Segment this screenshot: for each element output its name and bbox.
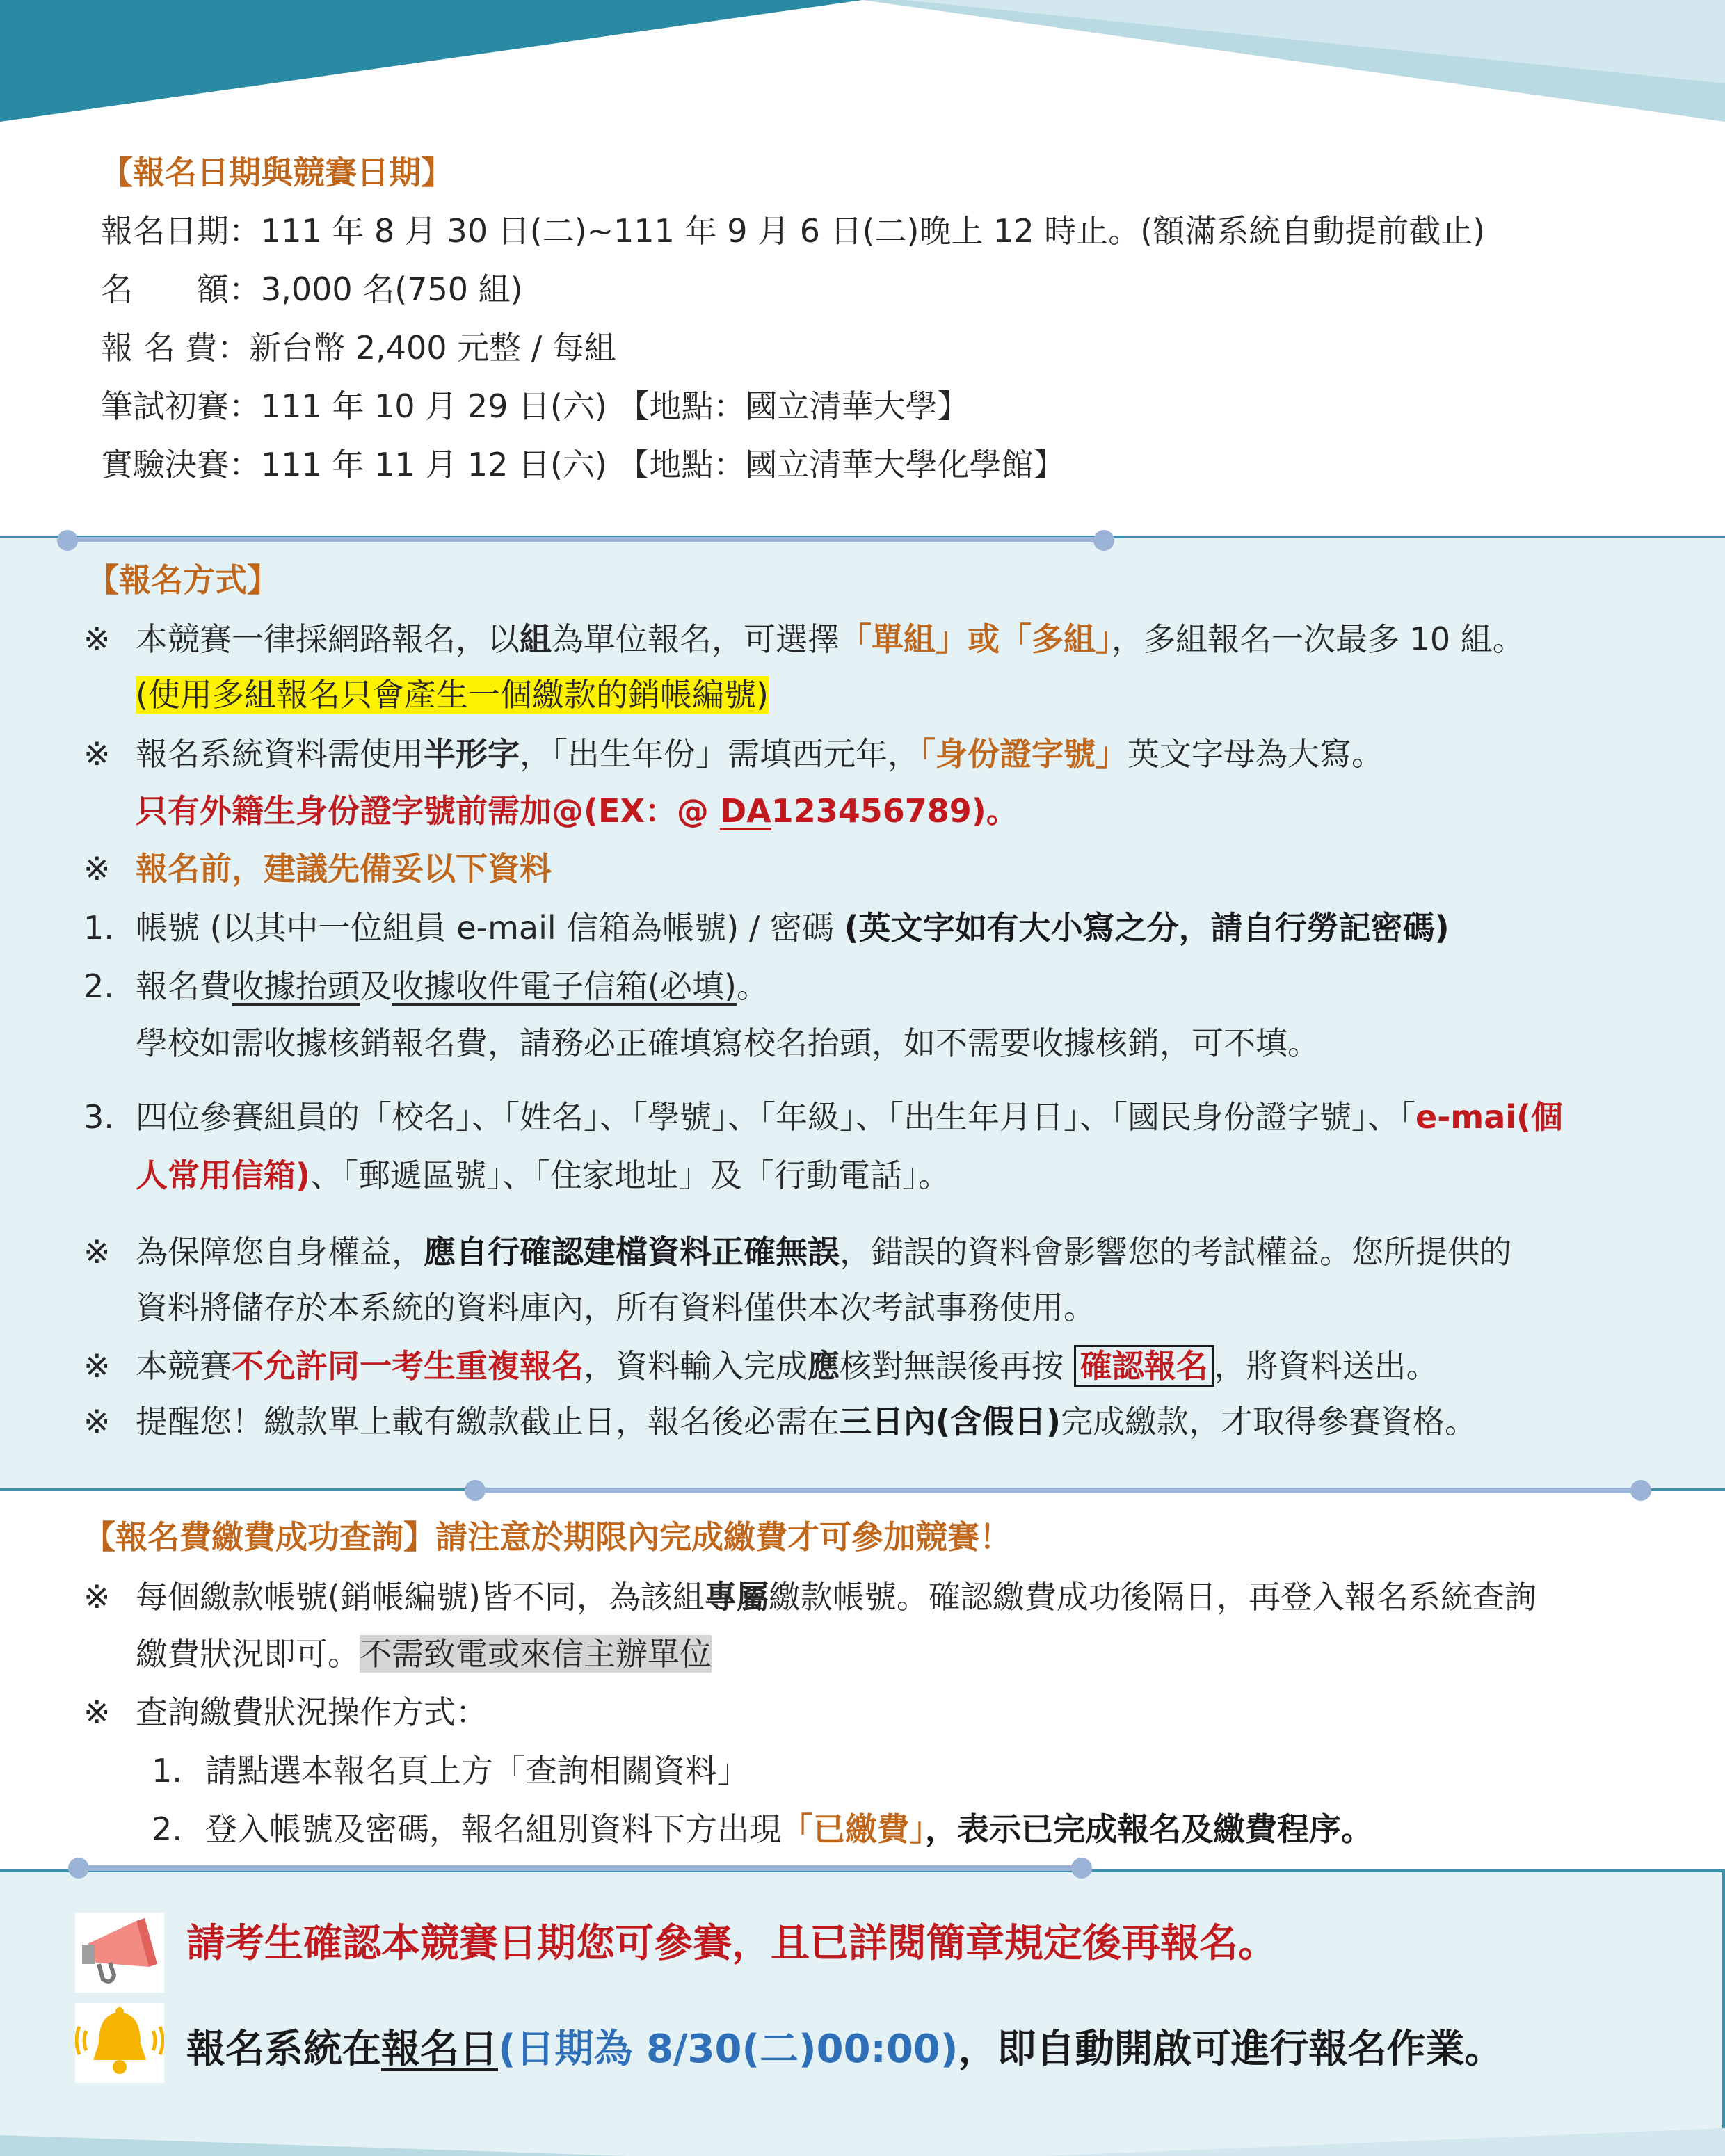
- divider-line: [78, 1865, 1086, 1871]
- payment-step2: [205, 1808, 1373, 1850]
- header-banner: [0, 0, 1725, 139]
- bell-icon: [75, 2003, 164, 2083]
- reference-mark: ※: [83, 1233, 111, 1271]
- row-label: 名 額：: [101, 271, 261, 308]
- date-row-quota: [101, 268, 523, 310]
- divider-dot: [68, 1858, 89, 1879]
- method-p2-note: [136, 790, 1018, 832]
- text: 本競賽一律採網路報名，以: [136, 620, 520, 658]
- payment-heading: 【報名費繳費成功查詢】請注意於期限內完成繳費才可參加競賽！: [83, 1518, 1011, 1556]
- bell-notice: [186, 2025, 1503, 2074]
- text: ，資料輸入完成: [584, 1347, 808, 1385]
- list-number: 2.: [83, 967, 114, 1005]
- text-bold: 組: [520, 620, 552, 658]
- text-red: 人常用信箱): [136, 1157, 311, 1194]
- text: 123456789)。: [771, 792, 1018, 830]
- text-bold: ，表示已完成報名及繳費程序。: [925, 1810, 1373, 1848]
- method-item2-note: 學校如需收據核銷報名費，請務必正確填寫校名抬頭，如不需要收據核銷，可不填。: [136, 1024, 1319, 1062]
- list-number: 3.: [83, 1098, 114, 1136]
- text: 為保障您自身權益，: [136, 1233, 424, 1271]
- divider-line: [473, 1488, 1642, 1493]
- text: 每個繳款帳號(銷帳編號)皆不同，為該組: [136, 1578, 705, 1616]
- row-value: 111 年 11 月 12 日(六) 【地點：國立清華大學化學館】: [261, 446, 1066, 483]
- date-row-registration: [101, 210, 1485, 252]
- payment-step1: 請點選本報名頁上方「查詢相關資料」: [205, 1752, 749, 1789]
- payment-p2: 查詢繳費狀況操作方式：: [136, 1694, 488, 1731]
- reference-mark: ※: [83, 620, 111, 658]
- text: 報名系統資料需使用: [136, 735, 424, 773]
- text: 報名系統在: [186, 2027, 381, 2072]
- method-item3: [136, 1096, 1563, 1138]
- notice-section-bg: [0, 1869, 1725, 2156]
- list-number: 1.: [83, 909, 114, 947]
- text-bold: 三日內(含假日): [840, 1403, 1061, 1440]
- divider-dot: [1071, 1858, 1092, 1879]
- reference-mark: ※: [83, 735, 111, 773]
- method-p1-note: [136, 674, 769, 716]
- method-item2: [136, 965, 769, 1007]
- row-value: 新台幣 2,400 元整 / 每組: [249, 329, 616, 367]
- text-underlined: 收據抬頭: [232, 967, 360, 1005]
- text-underlined: DA: [719, 792, 771, 830]
- method-p4: [136, 1231, 1511, 1273]
- text: 。: [736, 967, 769, 1005]
- list-number: 1.: [152, 1752, 182, 1789]
- text: ，將資料送出。: [1214, 1347, 1438, 1385]
- text: 繳款帳號。確認繳費成功後隔日，再登入報名系統查詢: [768, 1578, 1537, 1616]
- payment-p1-cont: [136, 1633, 712, 1675]
- method-p4-cont: 資料將儲存於本系統的資料庫內，所有資料僅供本次考試事務使用。: [136, 1289, 1096, 1326]
- reference-mark: ※: [83, 1578, 111, 1616]
- method-p6: [136, 1401, 1477, 1442]
- text: 只有外籍生身份證字號前需加@(EX：@: [136, 792, 720, 830]
- reference-mark: ※: [83, 1694, 111, 1731]
- text: 帳號 (以其中一位組員 e-mail 信箱為帳號) / 密碼: [136, 909, 844, 947]
- text: ，錯誤的資料會影響您的考試權益。您所提供的: [840, 1233, 1511, 1271]
- text-orange: 「身份證字號」: [920, 735, 1128, 773]
- highlighted-note: 不需致電或來信主辦單位: [360, 1635, 712, 1673]
- method-heading: 【報名方式】: [87, 561, 279, 599]
- megaphone-notice: 請考生確認本競賽日期您可參賽，且已詳閱簡章規定後再報名。: [186, 1921, 1277, 1966]
- row-label: 實驗決賽：: [101, 446, 261, 483]
- text-bold: (英文字如有大小寫之分，請自行勞記密碼): [844, 909, 1450, 947]
- text: 完成繳款，才取得參賽資格。: [1061, 1403, 1477, 1440]
- text: 及: [360, 967, 392, 1005]
- text: ，「出生年份」需填西元年，: [520, 735, 920, 773]
- footer-decoration: [0, 2128, 1725, 2156]
- text-underlined: 報名日: [381, 2027, 498, 2072]
- text-blue: (日期為 8/30(二)00:00): [498, 2027, 958, 2072]
- text: ，即自動開啟可進行報名作業。: [958, 2027, 1504, 2072]
- text: 登入帳號及密碼，報名組別資料下方出現: [205, 1810, 781, 1848]
- divider-dot: [465, 1480, 486, 1501]
- text-bold: 專屬: [704, 1578, 769, 1616]
- text: 報名費: [136, 967, 232, 1005]
- text-underlined: 收據收件電子信箱(必填): [392, 967, 737, 1005]
- text: 英文字母為大寫。: [1128, 735, 1383, 773]
- reference-mark: ※: [83, 850, 111, 887]
- text-orange: 「單組」或「多組」: [840, 620, 1112, 658]
- divider-dot: [57, 530, 78, 551]
- text: 本競賽: [136, 1347, 232, 1385]
- divider-dot: [1093, 530, 1114, 551]
- method-p5: [136, 1345, 1438, 1387]
- reference-mark: ※: [83, 1347, 111, 1385]
- divider-dot: [1630, 1480, 1651, 1501]
- dates-heading: 【報名日期與競賽日期】: [101, 154, 453, 191]
- method-item1: [136, 907, 1450, 949]
- row-value: 111 年 10 月 29 日(六) 【地點：國立清華大學】: [261, 387, 970, 425]
- payment-p1: [136, 1576, 1537, 1618]
- date-row-fee: [101, 327, 616, 369]
- text-bold: 應: [808, 1347, 840, 1385]
- megaphone-icon: [75, 1913, 164, 1993]
- method-item3-cont: [136, 1155, 950, 1196]
- text: 為單位報名，可選擇: [552, 620, 840, 658]
- row-label: 報 名 費：: [101, 329, 250, 367]
- highlighted-note: (使用多組報名只會產生一個繳款的銷帳編號): [136, 676, 769, 714]
- row-label: 報名日期：: [101, 212, 261, 250]
- text-red: 不允許同一考生重複報名: [232, 1347, 584, 1385]
- text-red: e-mai(個: [1415, 1098, 1564, 1136]
- method-p3: 報名前，建議先備妥以下資料: [136, 850, 552, 887]
- date-row-lab-final: [101, 444, 1066, 485]
- reference-mark: ※: [83, 1403, 111, 1440]
- list-number: 2.: [152, 1810, 182, 1848]
- text: 繳費狀況即可。: [136, 1635, 360, 1673]
- text: ，多組報名一次最多 10 組。: [1112, 620, 1525, 658]
- method-p2: [136, 733, 1383, 775]
- text: 、「郵遞區號」、「住家地址」及「行動電話」。: [310, 1157, 951, 1194]
- text: 提醒您！繳款單上載有繳款截止日，報名後必需在: [136, 1403, 840, 1440]
- text-bold: 應自行確認建檔資料正確無誤: [424, 1233, 840, 1271]
- row-value: 3,000 名(750 組): [261, 271, 523, 308]
- row-label: 筆試初賽：: [101, 387, 261, 425]
- method-p1: [136, 618, 1525, 660]
- row-value: 111 年 8 月 30 日(二)~111 年 9 月 6 日(二)晚上 12 時止。(額滿系統自動提前截止): [261, 212, 1486, 250]
- text-bold: 半形字: [424, 735, 520, 773]
- divider-line: [66, 537, 1109, 542]
- date-row-written-exam: [101, 385, 970, 427]
- text: 核對無誤後再按: [840, 1347, 1074, 1385]
- text: 四位參賽組員的「校名」、「姓名」、「學號」、「年級」、「出生年月日」、「國民身份證字號」、「: [136, 1098, 1415, 1136]
- text-orange: 「已繳費」: [781, 1810, 925, 1848]
- confirm-registration-box: 確認報名: [1074, 1345, 1214, 1387]
